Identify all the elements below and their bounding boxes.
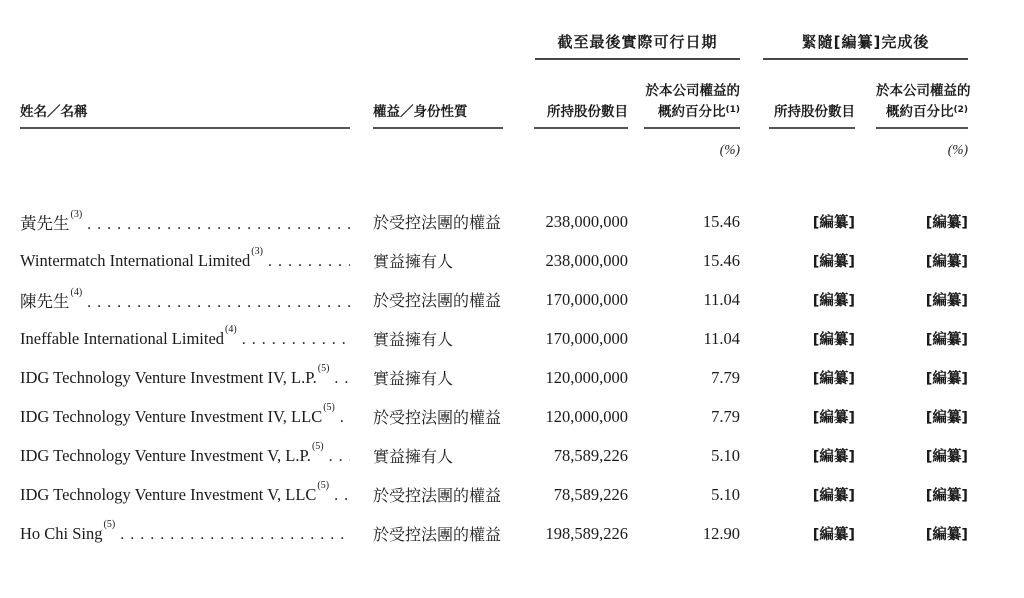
row-percentage: 7.79	[711, 367, 740, 387]
unit-cell-2	[855, 129, 968, 162]
unit-row	[0, 129, 1024, 162]
row-percentage-after: [編纂]	[925, 371, 968, 387]
row-percentage-after: [編纂]	[925, 449, 968, 465]
footnote-marker: (5)	[103, 519, 116, 530]
row-percentage: 11.04	[703, 289, 740, 309]
percent-unit-1: (%)	[719, 142, 740, 157]
dot-leader	[334, 487, 350, 505]
percentage-header-line2: 概約百分比	[886, 104, 954, 121]
row-shares-after: [編纂]	[812, 371, 855, 387]
row-shares: 78,589,226	[553, 445, 628, 465]
row-name-cell	[0, 324, 352, 349]
footnote-marker: (5)	[317, 480, 330, 491]
group-header-latest-practicable-date	[503, 30, 740, 60]
row-shares: 170,000,000	[545, 289, 628, 309]
table-row	[0, 436, 1024, 475]
row-shares-after: [編纂]	[812, 254, 855, 270]
table-row	[0, 514, 1024, 553]
row-nature: 於受控法團的權益	[373, 488, 502, 505]
footnote-marker: (3)	[70, 209, 83, 220]
row-shares: 198,589,226	[545, 523, 628, 543]
name-column-header: 姓名／名稱	[20, 102, 350, 129]
row-shares-after: [編纂]	[812, 215, 855, 231]
row-name-cell	[0, 402, 352, 427]
footnote-marker: (5)	[317, 363, 330, 374]
shareholder-name: Wintermatch International Limited$^{(3)}$	[20, 246, 263, 270]
dot-leader	[242, 331, 350, 349]
row-shares-after: [編纂]	[812, 527, 855, 543]
row-percentage: 7.79	[711, 406, 740, 426]
percentage-header-line1: 於本公司權益的	[645, 83, 740, 100]
shareholder-name: IDG Technology Venture Investment IV, L.P.$^{(5)}$	[20, 363, 330, 387]
percentage-header-line2: 概約百分比	[658, 104, 726, 121]
dot-leader	[268, 253, 350, 271]
table-row	[0, 202, 1024, 241]
percentage-column-header-1	[644, 81, 740, 129]
shareholder-name: Ho Chi Sing$^{(5)}$	[20, 519, 116, 543]
dot-leader	[87, 294, 350, 312]
name-header-cell	[0, 60, 352, 129]
row-percentage: 15.46	[702, 250, 740, 270]
shareholder-name: IDG Technology Venture Investment IV, LLC$^{(5)}$	[20, 402, 335, 426]
group-title-latest-practicable-date: 截至最後實際可行日期	[535, 31, 740, 60]
shareholder-name: IDG Technology Venture Investment V, L.P.$^{(5)}$	[20, 441, 324, 465]
row-shares: 120,000,000	[545, 406, 628, 426]
row-nature: 實益擁有人	[373, 449, 454, 466]
shares-column-header-1: 所持股份數目	[534, 102, 628, 129]
percentage-header-line1: 於本公司權益的	[876, 83, 971, 100]
row-percentage-after: [編纂]	[925, 527, 968, 543]
row-percentage: 5.10	[711, 484, 740, 504]
shareholder-name: 陳先生$^{(4)}$	[20, 287, 83, 311]
table-row	[0, 319, 1024, 358]
table-row	[0, 241, 1024, 280]
header-body-spacer	[0, 162, 1024, 202]
table-row	[0, 397, 1024, 436]
shareholder-name: IDG Technology Venture Investment V, LLC$^{(5)}$	[20, 480, 330, 504]
dot-leader	[340, 409, 350, 427]
row-percentage-after: [編纂]	[925, 488, 968, 504]
row-percentage: 12.90	[702, 523, 740, 543]
percentage-header-cell-2	[855, 60, 971, 129]
dot-leader	[87, 216, 350, 234]
table-row	[0, 475, 1024, 514]
shareholder-name: 黃先生$^{(3)}$	[20, 209, 83, 233]
shares-column-header-2: 所持股份數目	[769, 102, 855, 129]
footnote-marker: (4)	[70, 287, 83, 298]
row-percentage-after: [編纂]	[925, 410, 968, 426]
row-nature: 實益擁有人	[373, 332, 454, 349]
row-nature: 實益擁有人	[373, 254, 454, 271]
nature-column-header: 權益／身份性質	[373, 102, 503, 129]
row-shares: 78,589,226	[553, 484, 628, 504]
footnote-marker: (5)	[323, 402, 335, 413]
row-name-cell	[0, 363, 352, 388]
group-header-after-completion	[740, 30, 968, 60]
table-row	[0, 280, 1024, 319]
row-shares-after: [編纂]	[812, 410, 855, 426]
row-percentage-after: [編纂]	[925, 293, 968, 309]
row-nature: 於受控法團的權益	[373, 410, 502, 427]
row-shares: 238,000,000	[545, 211, 628, 231]
row-nature: 於受控法團的權益	[373, 527, 502, 544]
row-percentage-after: [編纂]	[925, 215, 968, 231]
footnote-marker: (3)	[251, 246, 263, 257]
footnote-marker: (5)	[311, 441, 324, 452]
nature-header-cell	[352, 60, 503, 129]
row-shares: 170,000,000	[545, 328, 628, 348]
shareholder-name: Ineffable International Limited$^{(4)}$	[20, 324, 237, 348]
row-shares-after: [編纂]	[812, 293, 855, 309]
shares-header-cell-2	[740, 60, 855, 129]
group-header-row	[0, 30, 1024, 60]
percentage-column-header-2	[876, 81, 971, 129]
row-percentage-after: [編纂]	[925, 254, 968, 270]
row-name-cell	[0, 288, 352, 312]
row-nature: 於受控法團的權益	[373, 293, 502, 310]
percentage-header-cell-1	[628, 60, 740, 129]
row-nature: 於受控法團的權益	[373, 215, 502, 232]
footnote-marker: (4)	[225, 324, 237, 335]
row-name-cell	[0, 480, 352, 505]
row-percentage: 11.04	[703, 328, 740, 348]
shares-header-cell-1	[503, 60, 628, 129]
footnote-marker-1: (1)	[725, 105, 740, 116]
row-name-cell	[0, 210, 352, 234]
dot-leader	[120, 526, 350, 544]
row-shares-after: [編纂]	[812, 488, 855, 504]
row-shares-after: [編纂]	[812, 449, 855, 465]
group-title-after-completion: 緊隨[編纂]完成後	[763, 31, 968, 60]
column-header-row	[0, 60, 1024, 129]
row-percentage: 15.46	[702, 211, 740, 231]
row-name-cell	[0, 519, 352, 544]
row-percentage: 5.10	[711, 445, 740, 465]
row-shares: 238,000,000	[545, 250, 628, 270]
row-nature: 實益擁有人	[373, 371, 454, 388]
row-name-cell	[0, 246, 352, 271]
unit-cell-1	[628, 129, 740, 162]
row-shares-after: [編纂]	[812, 332, 855, 348]
dot-leader	[334, 370, 350, 388]
dot-leader	[329, 448, 350, 466]
percent-unit-2: (%)	[947, 142, 968, 157]
row-percentage-after: [編纂]	[925, 332, 968, 348]
table-row	[0, 358, 1024, 397]
footnote-marker-2: (2)	[953, 105, 968, 116]
row-name-cell	[0, 441, 352, 466]
row-shares: 120,000,000	[545, 367, 628, 387]
